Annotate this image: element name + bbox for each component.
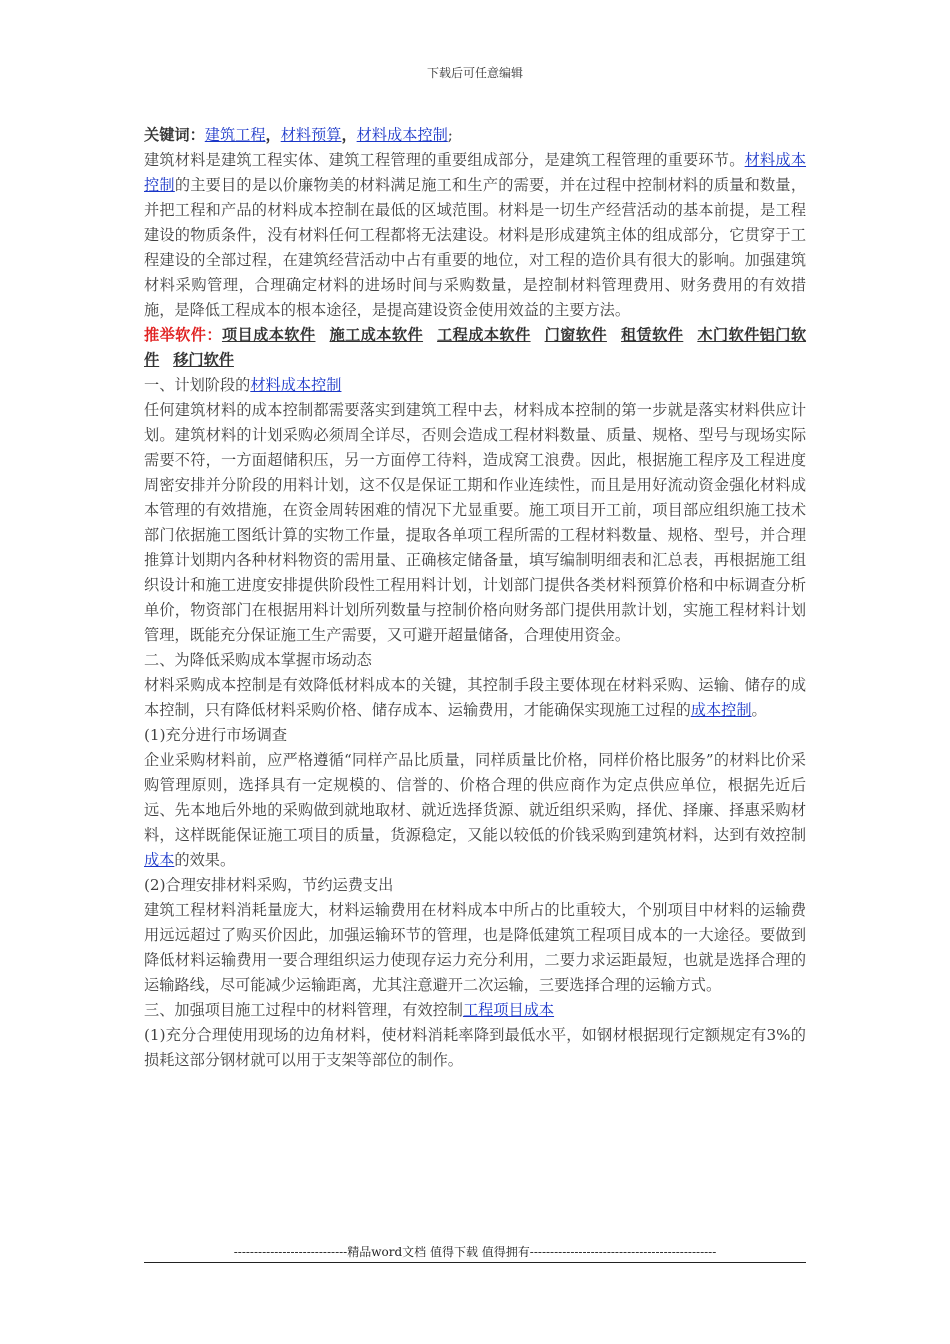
procurement-text-a: 材料采购成本控制是有效降低材料成本的关键，其控制手段主要体现在材料采购、运输、储存的成本控制，只有降低材料采购价格、储存成本、运输费用，才能确保实现施工过程的 (144, 676, 806, 719)
page-footer: ----------------------------精品word文档 值得下载 值得拥有---------------------------------------------- (233, 1245, 717, 1259)
recommend-line (144, 323, 806, 373)
intro-text-a: 建筑材料是建筑工程实体、建筑工程管理的重要组成部分，是建筑工程管理的重要环节。 (144, 151, 745, 169)
software-link-8[interactable]: 移门软件 (173, 351, 234, 369)
transport-paragraph: 建筑工程材料消耗量庞大，材料运输费用在材料成本中所占的比重较大，个别项目中材料的运输费用远远超过了购买价因此，加强运输环节的管理，也是降低建筑工程项目成本的一大途径。要做到降低材料运输费用一要合理组织运力使现存运力充分利用，二要力求运距最短，也就是选择合理的运输路线，尽可能减少运输距离，尤其注意避开二次运输，三要选择合理的运输方式。 (144, 901, 806, 994)
footer-divider (144, 1262, 806, 1263)
software-link-3[interactable]: 工程成本软件 (437, 326, 531, 344)
software-link-4[interactable]: 门窗软件 (544, 326, 607, 344)
keyword-sep-2: ， (341, 126, 357, 144)
material-cost-control-link[interactable]: 材料成本控制 (144, 151, 807, 194)
intro-paragraph (144, 148, 806, 323)
section1-prefix: 一、计划阶段的 (144, 376, 251, 394)
cost-control-link[interactable]: 成本控制 (690, 701, 752, 719)
keyword-link-3[interactable]: 材料成本控制 (356, 126, 448, 144)
keywords-line (144, 123, 806, 148)
keywords-label: 关键词： (144, 126, 205, 144)
market-research-paragraph (144, 748, 806, 873)
scrap-material-paragraph: (1)充分合理使用现场的边角材料，使材料消耗率降到最低水平，如钢材根据现行定额规定有3%的损耗这部分钢材就可以用于支架等部位的制作。 (144, 1026, 806, 1069)
section1-link[interactable]: 材料成本控制 (250, 376, 342, 394)
subheading-2: (2)合理安排材料采购，节约运费支出 (144, 876, 394, 894)
page-header: 下载后可任意编辑 (426, 66, 523, 80)
keyword-link-1[interactable]: 建筑工程 (204, 126, 266, 144)
cost-link[interactable]: 成本 (144, 851, 175, 869)
software-link-1[interactable]: 项目成本软件 (221, 326, 316, 344)
keyword-link-2[interactable]: 材料预算 (280, 126, 342, 144)
procurement-paragraph (144, 673, 806, 723)
intro-text-b: 的主要目的是以价廉物美的材料满足施工和生产的需要，并在过程中控制材料的质量和数量，并把工程和产品的材料成本控制在最低的区域范围。材料是一切生产经营活动的基本前提，是工程建设的物质条件，没有材料任何工程都将无法建设。材料是形成建筑主体的组成部分，它贯穿于工程建设的全部过程，在建筑经营活动中占有重要的地位，对工程的造价具有很大的影响。加强建筑材料采购管理，合理确定材料的进场时间与采购数量，是控制材料管理费用、财务费用的有效措施，是降低工程成本的根本途径，是提高建设资金使用效益的主要方法。 (144, 176, 807, 319)
recommend-label: 推举软件： (144, 326, 222, 344)
keyword-end: ; (447, 126, 453, 144)
plan-paragraph: 任何建筑材料的成本控制都需要落实到建筑工程中去，材料成本控制的第一步就是落实材料供应计划。建筑材料的计划采购必须周全详尽，否则会造成工程材料数量、质量、规格、型号与现场实际需要不符，一方面超储积压，另一方面停工待料，造成窝工浪费。因此，根据施工程序及工程进度周密安排并分阶段的用料计划，这不仅是保证工期和作业连续性，而且是用好流动资金强化材料成本管理的有效措施，在资金周转困难的情况下尤显重要。施工项目开工前，项目部应组织施工技术部门依据施工图纸计算的实物工作量，提取各单项工程所需的工程材料数量、规格、型号，并合理推算计划期内各种材料物资的需用量、正确核定储备量，填写编制明细表和汇总表，再根据施工组织设计和施工进度安排提供阶段性工程用料计划，计划部门提供各类材料预算价格和中标调查分析单价，物资部门在根据用料计划所列数量与控制价格向财务部门提供用款计划，实施工程材料计划管理，既能充分保证施工生产需要，又可避开超量储备，合理使用资金。 (144, 401, 806, 644)
software-link-2[interactable]: 施工成本软件 (329, 326, 424, 344)
section3-link[interactable]: 工程项目成本 (462, 1001, 555, 1019)
section-heading-2: 二、为降低采购成本掌握市场动态 (144, 651, 372, 669)
section3-prefix: 三、加强项目施工过程中的材料管理，有效控制 (144, 1001, 463, 1019)
market-text-b: 的效果。 (174, 851, 236, 869)
procurement-text-b: 。 (751, 701, 767, 719)
keyword-sep-1: ， (265, 126, 281, 144)
software-link-6[interactable]: 木门软件 (697, 326, 760, 344)
section-heading-3 (144, 998, 806, 1023)
subheading-1: (1)充分进行市场调查 (144, 726, 288, 744)
software-link-5[interactable]: 租赁软件 (620, 326, 684, 344)
document-body (144, 123, 806, 1073)
section-heading-1 (144, 373, 806, 398)
software-link-7[interactable]: 铝门软件 (144, 326, 807, 369)
market-text-a: 企业采购材料前，应严格遵循“同样产品比质量，同样质量比价格，同样价格比服务”的材料比价采购管理原则，选择具有一定规模的、信誉的、价格合理的供应商作为定点供应单位，根据先近后远、先本地后外地的采购做到就地取材、就近选择货源、就近组织采购，择优、择廉、择惠采购材料，这样既能保证施工项目的质量，货源稳定，又能以较低的价钱采购到建筑材料，达到有效控制 (144, 751, 806, 844)
